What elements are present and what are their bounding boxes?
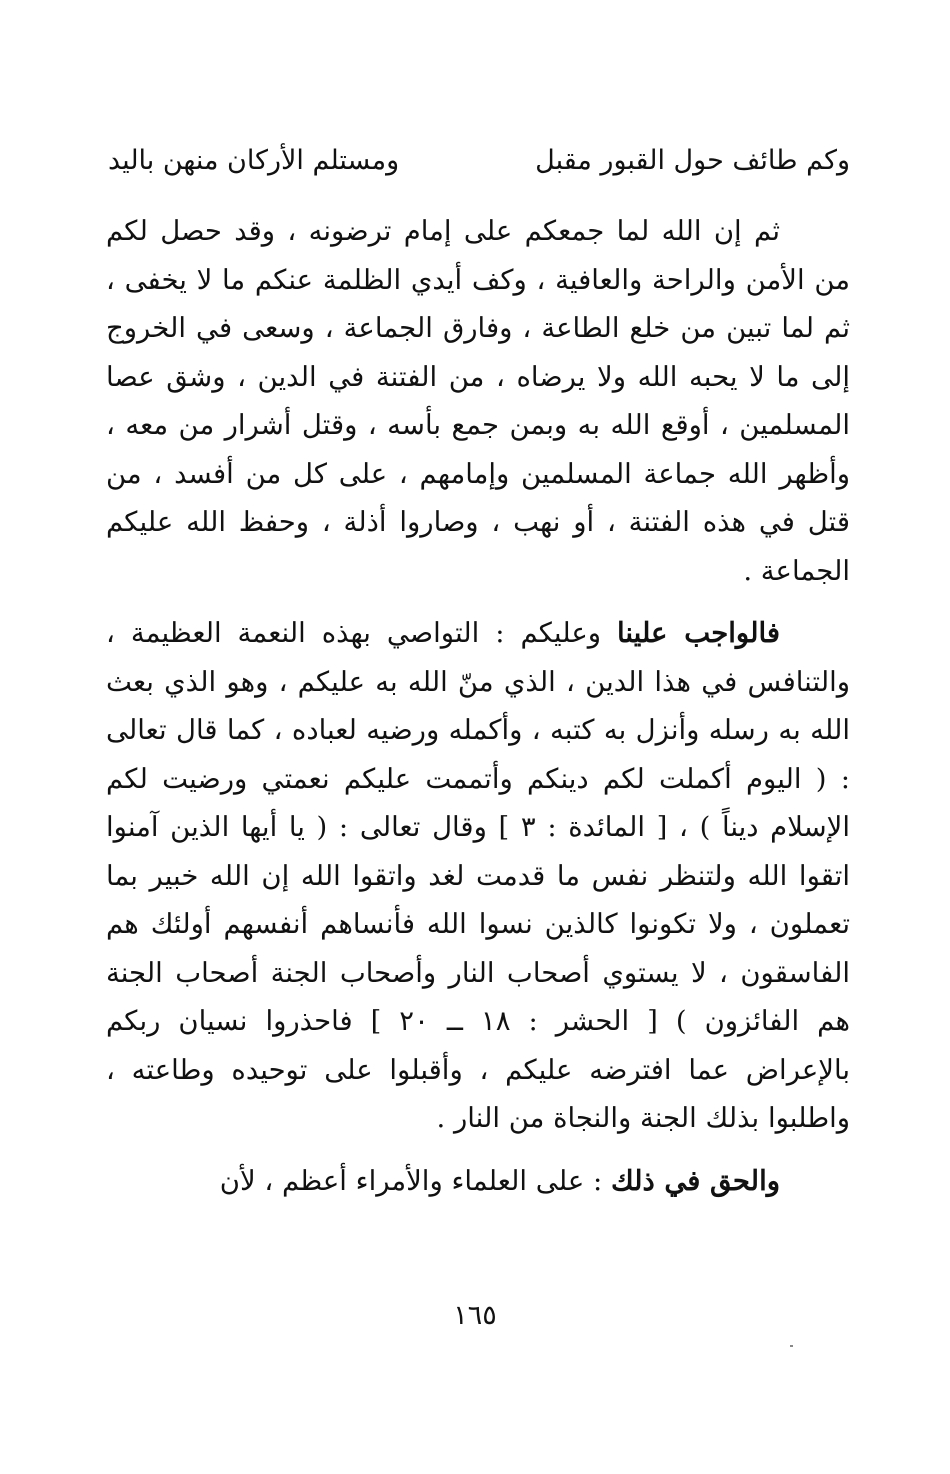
paragraph-3-lead: والحق في ذلك [610,1164,780,1197]
paragraph-2 [106,609,850,1143]
page-number: ١٦٥ [453,1300,497,1331]
paragraph-3-text: : على العلماء والأمراء أعظم ، لأن [219,1164,611,1197]
verse-second-hemistich: ومستلم الأركان منهن باليد [108,145,400,176]
paragraph-2-lead: فالواجب علينا [616,617,780,649]
verse-first-hemistich: وكم طائف حول القبور مقبل [535,145,850,176]
paragraph-1-text: ثم إن الله لما جمعكم على إمام ترضونه ، وقد حصل لكم من الأمن والراحة والعافية ، وكف أيدي الظلمة عنكم ما لا يخفى ، ثم لما تبين من خلع الطاعة ، وفارق الجماعة ، وسعى في الخروج إلى ما لا يحبه الله ولا يرضاه ، من الفتنة في الدين ، وشق عصا المسلمين ، أوقع الله به وبمن جمع بأسه ، وقتل أشرار من معه ، وأظهر الله جماعة المسلمين وإمامهم ، على كل من أفسد ، من قتل في هذه الفتنة ، أو نهب ، وصاروا أذلة ، وحفظ الله عليكم الجماعة . [106,215,850,587]
poetry-verse [108,136,850,186]
paragraph-3 [106,1157,850,1206]
scan-speck [790,1345,793,1347]
paragraph-2-text: وعليكم : التواصي بهذه النعمة العظيمة ، والتنافس في هذا الدين ، الذي منّ الله به عليكم ، وهو الذي بعث الله به رسله وأنزل به كتبه ، وأكمله ورضيه لعباده ، كما قال تعالى : ( اليوم أكملت لكم دينكم وأتممت عليكم نعمتي ورضيت لكم الإسلام ديناً ) ، [ المائدة : ٣ ] وقال تعالى : ( يا أيها الذين آمنوا اتقوا الله ولتنظر نفس ما قدمت لغد واتقوا الله إن الله خبير بما تعملون ، ولا تكونوا كالذين نسوا الله فأنساهم أنفسهم أولئك هم الفاسقون ، لا يستوي أصحاب النار وأصحاب الجنة أصحاب الجنة هم الفائزون ) [ الحشر : ١٨ ــ ٢٠ ] فاحذروا نسيان ربكم بالإعراض عما افترضه عليكم ، وأقبلوا على توحيده وطاعته ، واطلبوا بذلك الجنة والنجاة من النار . [106,617,850,1134]
paragraph-1 [106,207,850,595]
body-text [106,207,850,1219]
